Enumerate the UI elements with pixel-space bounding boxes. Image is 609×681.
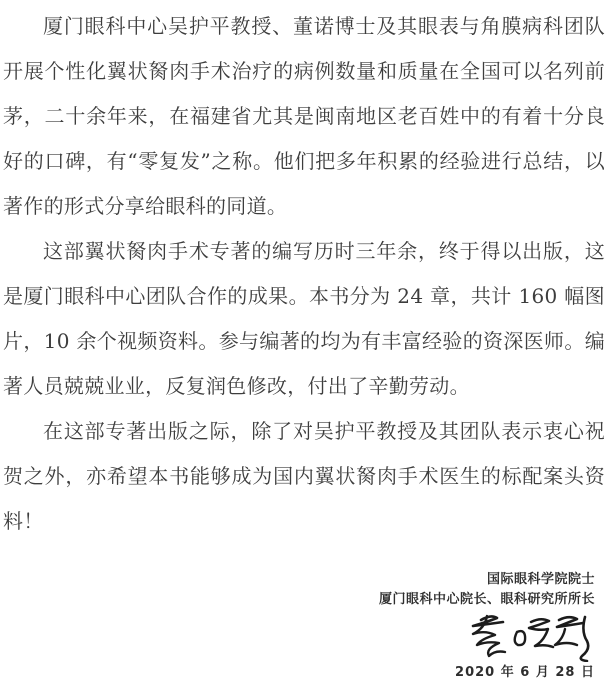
signer-title-line-1: 国际眼科学院院士 xyxy=(486,572,595,587)
paragraph-1: 厦门眼科中心吴护平教授、董诺博士及其眼表与角膜病科团队开展个性化翼状胬肉手术治疗的病例数量和质量在全国可以名列前茅，二十余年来，在福建省尤其是闽南地区老百姓中的有着十分良好的口碑，有“零复发”之称。他们把多年积累的经验进行总结，以著作的形式分享给眼科的同道。 xyxy=(3,14,605,218)
signature-handwriting-wrap xyxy=(3,610,595,666)
signature-date: 2020 年 6 月 28 日 xyxy=(455,665,595,680)
signature-block xyxy=(3,570,605,681)
handwritten-signature-icon xyxy=(465,612,593,662)
paragraph-2: 这部翼状胬肉手术专著的编写历时三年余，终于得以出版，这是厦门眼科中心团队合作的成果。本书分为 24 章，共计 160 幅图片，10 余个视频资料。参与编著的均为有丰富经验的资深医师。编著人员兢兢业业，反复润色修改，付出了辛勤劳动。 xyxy=(3,239,605,398)
preface-body xyxy=(3,4,605,544)
paragraph-3: 在这部专著出版之际，除了对吴护平教授及其团队表示衷心祝贺之外，亦希望本书能够成为国内翼状胬肉手术医生的标配案头资料！ xyxy=(3,419,605,533)
signer-title-line-2: 厦门眼科中心院长、眼科研究所所长 xyxy=(378,592,595,607)
